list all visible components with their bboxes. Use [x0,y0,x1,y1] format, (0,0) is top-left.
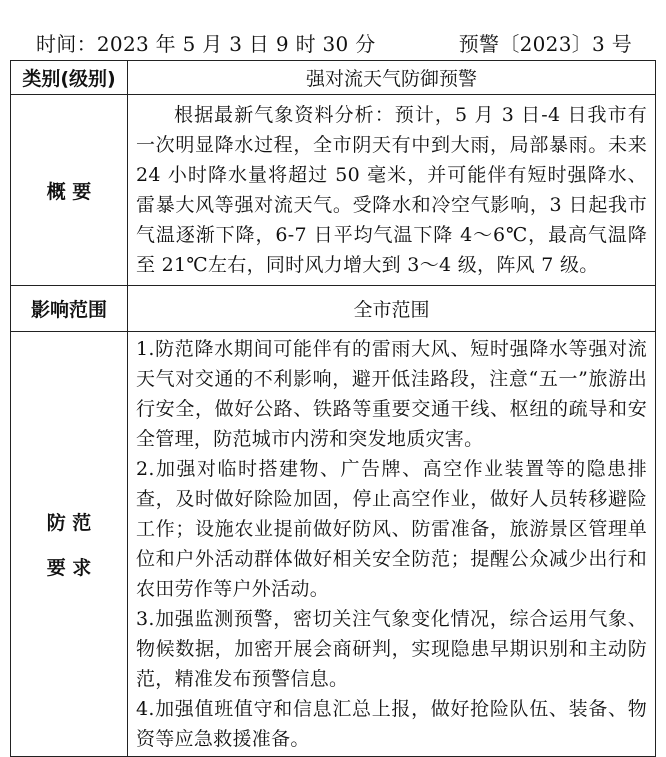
prevention-item-4: 4.加强值班值守和信息汇总上报，做好抢险队伍、装备、物资等应急救援准备。 [136,698,647,750]
issue-time: 时间：2023 年 5 月 3 日 9 时 30 分 [36,31,376,56]
prevention-label-line2: 要 求 [46,557,92,579]
row-category [11,61,656,95]
warning-table [10,60,656,757]
prevention-label [11,332,128,757]
prevention-item-1: 1.防范降水期间可能伴有的雷雨大风、短时强降水等强对流天气对交通的不利影响，避开低洼路段，注意“五一”旅游出行安全，做好公路、铁路等重要交通干线、枢纽的疏导和安全管理，防范城市内涝和突发地质灾害。 [136,338,647,450]
summary-label: 概 要 [11,95,128,286]
warning-number: 预警〔2023〕3 号 [458,31,632,56]
scope-value: 全市范围 [128,286,656,332]
prevention-item-2: 2.加强对临时搭建物、广告牌、高空作业装置等的隐患排查，及时做好除险加固，停止高空作业，做好人员转移避险工作；设施农业提前做好防风、防雷准备，旅游景区管理单位和户外活动群体做好相关安全防范；提醒公众减少出行和农田劳作等户外活动。 [136,458,647,600]
row-summary [11,95,656,286]
summary-text: 根据最新气象资料分析：预计，5 月 3 日-4 日我市有一次明显降水过程，全市阴天有中到大雨，局部暴雨。未来 24 小时降水量将超过 50 毫米，并可能伴有短时强降水、雷暴大风等强对流天气。受降水和冷空气影响，3 日起我市气温逐渐下降，6-7 日平均气温下降 4～6℃，最高气温降至 21℃左右，同时风力增大到 3～4 级，阵风 7 级。 [136,104,647,276]
prevention-cell [128,332,656,757]
category-label: 类别(级别) [11,61,128,95]
scope-label: 影响范围 [11,286,128,332]
prevention-item-3: 3.加强监测预警，密切关注气象变化情况，综合运用气象、物候数据，加密开展会商研判，实现隐患早期识别和主动防范，精准发布预警信息。 [136,608,647,690]
row-scope [11,286,656,332]
prevention-label-line1: 防 范 [46,512,92,534]
summary-cell [128,95,656,286]
category-value: 强对流天气防御预警 [128,61,656,95]
document-header [34,26,632,58]
row-prevention [11,332,656,757]
